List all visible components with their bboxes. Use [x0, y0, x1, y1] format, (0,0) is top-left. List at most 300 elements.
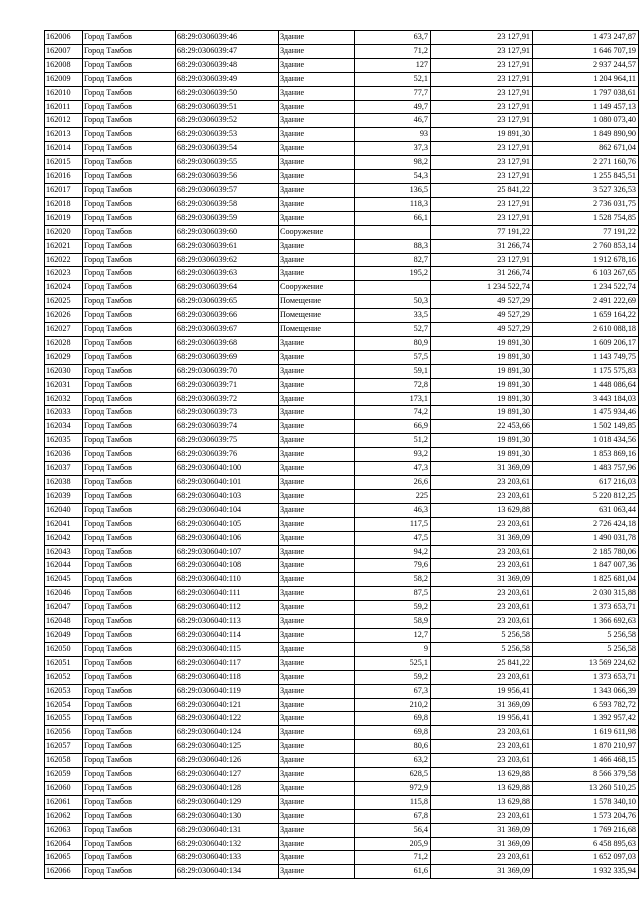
unit-value-cell: 23 127,91 [431, 86, 533, 100]
row-number-cell: 162045 [45, 573, 83, 587]
area-cell: 46,7 [355, 114, 431, 128]
object-type-cell: Здание [279, 197, 355, 211]
area-cell: 79,6 [355, 559, 431, 573]
cadastral-value-cell: 2 726 424,18 [533, 517, 639, 531]
cadastral-value-cell: 6 458 895,63 [533, 837, 639, 851]
cadastral-value-cell: 5 220 812,25 [533, 489, 639, 503]
city-cell: Город Тамбов [83, 740, 176, 754]
row-number-cell: 162064 [45, 837, 83, 851]
city-cell: Город Тамбов [83, 476, 176, 490]
table-row [45, 656, 639, 670]
row-number-cell: 162044 [45, 559, 83, 573]
cadastral-number-cell: 68:29:0306040:117 [176, 656, 279, 670]
cadastral-number-cell: 68:29:0306039:54 [176, 142, 279, 156]
unit-value-cell: 31 369,09 [431, 462, 533, 476]
cadastral-number-cell: 68:29:0306039:71 [176, 378, 279, 392]
cadastral-number-cell: 68:29:0306040:132 [176, 837, 279, 851]
object-type-cell: Сооружение [279, 281, 355, 295]
row-number-cell: 162024 [45, 281, 83, 295]
cadastral-value-cell: 13 260 510,25 [533, 781, 639, 795]
cadastral-value-cell: 6 593 782,72 [533, 698, 639, 712]
cadastral-value-cell: 2 491 222,69 [533, 295, 639, 309]
cadastral-number-cell: 68:29:0306040:127 [176, 768, 279, 782]
row-number-cell: 162054 [45, 698, 83, 712]
city-cell: Город Тамбов [83, 712, 176, 726]
table-row [45, 392, 639, 406]
cadastral-value-cell: 1 619 611,98 [533, 726, 639, 740]
table-row [45, 142, 639, 156]
table-row [45, 712, 639, 726]
table-row [45, 768, 639, 782]
city-cell: Город Тамбов [83, 100, 176, 114]
area-cell: 61,6 [355, 865, 431, 879]
cadastral-number-cell: 68:29:0306039:72 [176, 392, 279, 406]
area-cell: 205,9 [355, 837, 431, 851]
object-type-cell: Здание [279, 587, 355, 601]
area-cell: 94,2 [355, 545, 431, 559]
object-type-cell: Здание [279, 615, 355, 629]
city-cell: Город Тамбов [83, 670, 176, 684]
area-cell: 47,3 [355, 462, 431, 476]
row-number-cell: 162047 [45, 601, 83, 615]
cadastral-number-cell: 68:29:0306040:121 [176, 698, 279, 712]
area-cell: 98,2 [355, 156, 431, 170]
city-cell: Город Тамбов [83, 434, 176, 448]
area-cell: 59,2 [355, 601, 431, 615]
cadastral-value-cell: 1 373 653,71 [533, 670, 639, 684]
area-cell: 525,1 [355, 656, 431, 670]
cadastral-value-cell: 1 646 707,19 [533, 44, 639, 58]
cadastral-number-cell: 68:29:0306040:110 [176, 573, 279, 587]
object-type-cell: Здание [279, 489, 355, 503]
row-number-cell: 162020 [45, 225, 83, 239]
area-cell: 972,9 [355, 781, 431, 795]
row-number-cell: 162015 [45, 156, 83, 170]
object-type-cell: Здание [279, 517, 355, 531]
cadastral-value-cell: 1 932 335,94 [533, 865, 639, 879]
object-type-cell: Здание [279, 100, 355, 114]
area-cell: 67,3 [355, 684, 431, 698]
area-cell: 47,5 [355, 531, 431, 545]
unit-value-cell: 25 841,22 [431, 183, 533, 197]
cadastral-value-cell: 2 937 244,57 [533, 58, 639, 72]
row-number-cell: 162043 [45, 545, 83, 559]
table-row [45, 795, 639, 809]
row-number-cell: 162016 [45, 170, 83, 184]
city-cell: Город Тамбов [83, 281, 176, 295]
cadastral-number-cell: 68:29:0306039:76 [176, 448, 279, 462]
unit-value-cell: 23 203,61 [431, 726, 533, 740]
row-number-cell: 162058 [45, 754, 83, 768]
unit-value-cell: 23 127,91 [431, 31, 533, 45]
cadastral-number-cell: 68:29:0306039:51 [176, 100, 279, 114]
object-type-cell: Помещение [279, 323, 355, 337]
cadastral-value-cell: 1 366 692,63 [533, 615, 639, 629]
object-type-cell: Здание [279, 573, 355, 587]
area-cell: 210,2 [355, 698, 431, 712]
area-cell: 69,8 [355, 712, 431, 726]
city-cell: Город Тамбов [83, 837, 176, 851]
area-cell: 195,2 [355, 267, 431, 281]
table-row [45, 559, 639, 573]
row-number-cell: 162040 [45, 503, 83, 517]
table-row [45, 253, 639, 267]
row-number-cell: 162017 [45, 183, 83, 197]
unit-value-cell: 23 203,61 [431, 601, 533, 615]
row-number-cell: 162063 [45, 823, 83, 837]
area-cell: 46,3 [355, 503, 431, 517]
city-cell: Город Тамбов [83, 392, 176, 406]
city-cell: Город Тамбов [83, 448, 176, 462]
row-number-cell: 162027 [45, 323, 83, 337]
city-cell: Город Тамбов [83, 503, 176, 517]
area-cell: 136,5 [355, 183, 431, 197]
object-type-cell: Здание [279, 253, 355, 267]
table-row [45, 823, 639, 837]
city-cell: Город Тамбов [83, 378, 176, 392]
cadastral-value-cell: 1 849 890,90 [533, 128, 639, 142]
cadastral-value-cell: 1 502 149,85 [533, 420, 639, 434]
table-row [45, 503, 639, 517]
row-number-cell: 162006 [45, 31, 83, 45]
area-cell: 59,1 [355, 364, 431, 378]
cadastral-number-cell: 68:29:0306040:118 [176, 670, 279, 684]
unit-value-cell: 23 127,91 [431, 58, 533, 72]
cadastral-value-cell: 1 473 247,87 [533, 31, 639, 45]
object-type-cell: Здание [279, 267, 355, 281]
row-number-cell: 162052 [45, 670, 83, 684]
table-row [45, 670, 639, 684]
cadastral-value-cell: 1 870 210,97 [533, 740, 639, 754]
cadastral-value-cell: 1 343 066,39 [533, 684, 639, 698]
cadastral-value-cell: 1 659 164,22 [533, 309, 639, 323]
object-type-cell: Здание [279, 406, 355, 420]
table-row [45, 809, 639, 823]
object-type-cell: Здание [279, 239, 355, 253]
cadastral-number-cell: 68:29:0306039:64 [176, 281, 279, 295]
cadastral-number-cell: 68:29:0306039:49 [176, 72, 279, 86]
cadastral-number-cell: 68:29:0306040:119 [176, 684, 279, 698]
cadastral-number-cell: 68:29:0306039:65 [176, 295, 279, 309]
cadastral-value-cell: 1 448 086,64 [533, 378, 639, 392]
city-cell: Город Тамбов [83, 114, 176, 128]
table-row [45, 448, 639, 462]
cadastral-number-cell: 68:29:0306040:113 [176, 615, 279, 629]
unit-value-cell: 23 203,61 [431, 740, 533, 754]
cadastral-number-cell: 68:29:0306040:131 [176, 823, 279, 837]
city-cell: Город Тамбов [83, 726, 176, 740]
cadastral-number-cell: 68:29:0306040:106 [176, 531, 279, 545]
row-number-cell: 162018 [45, 197, 83, 211]
area-cell: 71,2 [355, 851, 431, 865]
unit-value-cell: 19 891,30 [431, 336, 533, 350]
cadastral-value-cell: 1 175 575,83 [533, 364, 639, 378]
city-cell: Город Тамбов [83, 531, 176, 545]
area-cell: 33,5 [355, 309, 431, 323]
object-type-cell: Здание [279, 670, 355, 684]
area-cell: 67,8 [355, 809, 431, 823]
row-number-cell: 162021 [45, 239, 83, 253]
row-number-cell: 162026 [45, 309, 83, 323]
cadastral-value-table [44, 30, 639, 879]
area-cell: 118,3 [355, 197, 431, 211]
area-cell: 49,7 [355, 100, 431, 114]
city-cell: Город Тамбов [83, 684, 176, 698]
unit-value-cell: 31 369,09 [431, 823, 533, 837]
table-row [45, 336, 639, 350]
city-cell: Город Тамбов [83, 628, 176, 642]
cadastral-number-cell: 68:29:0306039:56 [176, 170, 279, 184]
cadastral-number-cell: 68:29:0306039:46 [176, 31, 279, 45]
cadastral-number-cell: 68:29:0306039:69 [176, 350, 279, 364]
city-cell: Город Тамбов [83, 698, 176, 712]
object-type-cell: Здание [279, 44, 355, 58]
object-type-cell: Сооружение [279, 225, 355, 239]
cadastral-number-cell: 68:29:0306039:59 [176, 211, 279, 225]
object-type-cell: Здание [279, 434, 355, 448]
city-cell: Город Тамбов [83, 253, 176, 267]
cadastral-number-cell: 68:29:0306039:63 [176, 267, 279, 281]
object-type-cell: Здание [279, 378, 355, 392]
cadastral-value-cell: 77 191,22 [533, 225, 639, 239]
table-row [45, 364, 639, 378]
unit-value-cell: 19 891,30 [431, 350, 533, 364]
table-row [45, 754, 639, 768]
table-row [45, 309, 639, 323]
object-type-cell: Здание [279, 684, 355, 698]
cadastral-number-cell: 68:29:0306039:47 [176, 44, 279, 58]
area-cell: 66,9 [355, 420, 431, 434]
cadastral-number-cell: 68:29:0306040:112 [176, 601, 279, 615]
row-number-cell: 162037 [45, 462, 83, 476]
unit-value-cell: 23 127,91 [431, 142, 533, 156]
table-row [45, 211, 639, 225]
cadastral-value-cell: 2 030 315,88 [533, 587, 639, 601]
object-type-cell: Здание [279, 183, 355, 197]
city-cell: Город Тамбов [83, 517, 176, 531]
city-cell: Город Тамбов [83, 851, 176, 865]
cadastral-value-cell: 1 578 340,10 [533, 795, 639, 809]
city-cell: Город Тамбов [83, 823, 176, 837]
unit-value-cell: 23 127,91 [431, 253, 533, 267]
row-number-cell: 162008 [45, 58, 83, 72]
unit-value-cell: 23 127,91 [431, 197, 533, 211]
city-cell: Город Тамбов [83, 183, 176, 197]
object-type-cell: Здание [279, 156, 355, 170]
city-cell: Город Тамбов [83, 865, 176, 879]
cadastral-number-cell: 68:29:0306040:128 [176, 781, 279, 795]
table-row [45, 740, 639, 754]
area-cell: 57,5 [355, 350, 431, 364]
unit-value-cell: 49 527,29 [431, 309, 533, 323]
city-cell: Город Тамбов [83, 559, 176, 573]
row-number-cell: 162035 [45, 434, 83, 448]
object-type-cell: Здание [279, 72, 355, 86]
object-type-cell: Здание [279, 58, 355, 72]
unit-value-cell: 5 256,58 [431, 642, 533, 656]
unit-value-cell: 5 256,58 [431, 628, 533, 642]
table-row [45, 420, 639, 434]
unit-value-cell: 19 956,41 [431, 684, 533, 698]
city-cell: Город Тамбов [83, 142, 176, 156]
cadastral-number-cell: 68:29:0306039:67 [176, 323, 279, 337]
cadastral-value-cell: 5 256,58 [533, 642, 639, 656]
cadastral-number-cell: 68:29:0306039:48 [176, 58, 279, 72]
cadastral-number-cell: 68:29:0306039:75 [176, 434, 279, 448]
cadastral-value-cell: 617 216,03 [533, 476, 639, 490]
row-number-cell: 162048 [45, 615, 83, 629]
unit-value-cell: 19 956,41 [431, 712, 533, 726]
object-type-cell: Здание [279, 768, 355, 782]
unit-value-cell: 13 629,88 [431, 768, 533, 782]
row-number-cell: 162049 [45, 628, 83, 642]
cadastral-number-cell: 68:29:0306040:124 [176, 726, 279, 740]
cadastral-value-cell: 1 769 216,68 [533, 823, 639, 837]
table-row [45, 281, 639, 295]
table-row [45, 531, 639, 545]
city-cell: Город Тамбов [83, 754, 176, 768]
cadastral-number-cell: 68:29:0306039:70 [176, 364, 279, 378]
area-cell: 628,5 [355, 768, 431, 782]
table-row [45, 267, 639, 281]
city-cell: Город Тамбов [83, 795, 176, 809]
unit-value-cell: 1 234 522,74 [431, 281, 533, 295]
row-number-cell: 162059 [45, 768, 83, 782]
unit-value-cell: 19 891,30 [431, 364, 533, 378]
city-cell: Город Тамбов [83, 44, 176, 58]
unit-value-cell: 23 127,91 [431, 156, 533, 170]
row-number-cell: 162050 [45, 642, 83, 656]
cadastral-value-cell: 1 490 031,78 [533, 531, 639, 545]
row-number-cell: 162032 [45, 392, 83, 406]
object-type-cell: Здание [279, 559, 355, 573]
table-row [45, 642, 639, 656]
area-cell: 37,3 [355, 142, 431, 156]
city-cell: Город Тамбов [83, 156, 176, 170]
row-number-cell: 162042 [45, 531, 83, 545]
object-type-cell: Здание [279, 336, 355, 350]
row-number-cell: 162031 [45, 378, 83, 392]
row-number-cell: 162028 [45, 336, 83, 350]
row-number-cell: 162057 [45, 740, 83, 754]
cadastral-number-cell: 68:29:0306039:50 [176, 86, 279, 100]
area-cell: 77,7 [355, 86, 431, 100]
object-type-cell: Здание [279, 142, 355, 156]
cadastral-value-cell: 8 566 379,58 [533, 768, 639, 782]
area-cell: 69,8 [355, 726, 431, 740]
object-type-cell: Помещение [279, 309, 355, 323]
table-row [45, 489, 639, 503]
object-type-cell: Здание [279, 712, 355, 726]
area-cell: 127 [355, 58, 431, 72]
table-row [45, 684, 639, 698]
object-type-cell: Здание [279, 809, 355, 823]
row-number-cell: 162025 [45, 295, 83, 309]
cadastral-value-cell: 1 912 678,16 [533, 253, 639, 267]
cadastral-number-cell: 68:29:0306039:52 [176, 114, 279, 128]
unit-value-cell: 19 891,30 [431, 128, 533, 142]
cadastral-number-cell: 68:29:0306040:105 [176, 517, 279, 531]
row-number-cell: 162038 [45, 476, 83, 490]
cadastral-number-cell: 68:29:0306040:122 [176, 712, 279, 726]
table-row [45, 350, 639, 364]
table-row [45, 295, 639, 309]
row-number-cell: 162019 [45, 211, 83, 225]
city-cell: Город Тамбов [83, 489, 176, 503]
city-cell: Город Тамбов [83, 545, 176, 559]
cadastral-number-cell: 68:29:0306039:53 [176, 128, 279, 142]
cadastral-number-cell: 68:29:0306040:115 [176, 642, 279, 656]
table-row [45, 100, 639, 114]
row-number-cell: 162065 [45, 851, 83, 865]
city-cell: Город Тамбов [83, 72, 176, 86]
table-row [45, 86, 639, 100]
area-cell: 52,1 [355, 72, 431, 86]
cadastral-number-cell: 68:29:0306040:101 [176, 476, 279, 490]
object-type-cell: Здание [279, 698, 355, 712]
unit-value-cell: 23 203,61 [431, 670, 533, 684]
cadastral-number-cell: 68:29:0306039:55 [176, 156, 279, 170]
city-cell: Город Тамбов [83, 323, 176, 337]
cadastral-value-cell: 6 103 267,65 [533, 267, 639, 281]
table-row [45, 323, 639, 337]
cadastral-number-cell: 68:29:0306040:125 [176, 740, 279, 754]
city-cell: Город Тамбов [83, 239, 176, 253]
city-cell: Город Тамбов [83, 58, 176, 72]
cadastral-value-cell: 1 847 007,36 [533, 559, 639, 573]
cadastral-number-cell: 68:29:0306039:74 [176, 420, 279, 434]
unit-value-cell: 22 453,66 [431, 420, 533, 434]
cadastral-value-cell: 1 528 754,85 [533, 211, 639, 225]
row-number-cell: 162055 [45, 712, 83, 726]
object-type-cell: Здание [279, 740, 355, 754]
table-row [45, 434, 639, 448]
unit-value-cell: 23 203,61 [431, 754, 533, 768]
unit-value-cell: 13 629,88 [431, 503, 533, 517]
object-type-cell: Здание [279, 642, 355, 656]
cadastral-value-cell: 1 392 957,42 [533, 712, 639, 726]
unit-value-cell: 19 891,30 [431, 378, 533, 392]
cadastral-number-cell: 68:29:0306040:108 [176, 559, 279, 573]
cadastral-number-cell: 68:29:0306039:62 [176, 253, 279, 267]
row-number-cell: 162009 [45, 72, 83, 86]
cadastral-value-cell: 2 610 088,18 [533, 323, 639, 337]
cadastral-value-cell: 631 063,44 [533, 503, 639, 517]
unit-value-cell: 49 527,29 [431, 295, 533, 309]
row-number-cell: 162011 [45, 100, 83, 114]
object-type-cell: Здание [279, 476, 355, 490]
area-cell: 63,2 [355, 754, 431, 768]
table-row [45, 615, 639, 629]
cadastral-value-cell: 1 234 522,74 [533, 281, 639, 295]
area-cell: 173,1 [355, 392, 431, 406]
city-cell: Город Тамбов [83, 406, 176, 420]
city-cell: Город Тамбов [83, 420, 176, 434]
table-row [45, 462, 639, 476]
area-cell: 58,9 [355, 615, 431, 629]
object-type-cell: Здание [279, 851, 355, 865]
cadastral-number-cell: 68:29:0306039:58 [176, 197, 279, 211]
area-cell: 225 [355, 489, 431, 503]
cadastral-value-cell: 1 573 204,76 [533, 809, 639, 823]
object-type-cell: Здание [279, 503, 355, 517]
area-cell: 66,1 [355, 211, 431, 225]
table-body [45, 31, 639, 879]
table-row [45, 225, 639, 239]
row-number-cell: 162061 [45, 795, 83, 809]
table-row [45, 128, 639, 142]
city-cell: Город Тамбов [83, 267, 176, 281]
